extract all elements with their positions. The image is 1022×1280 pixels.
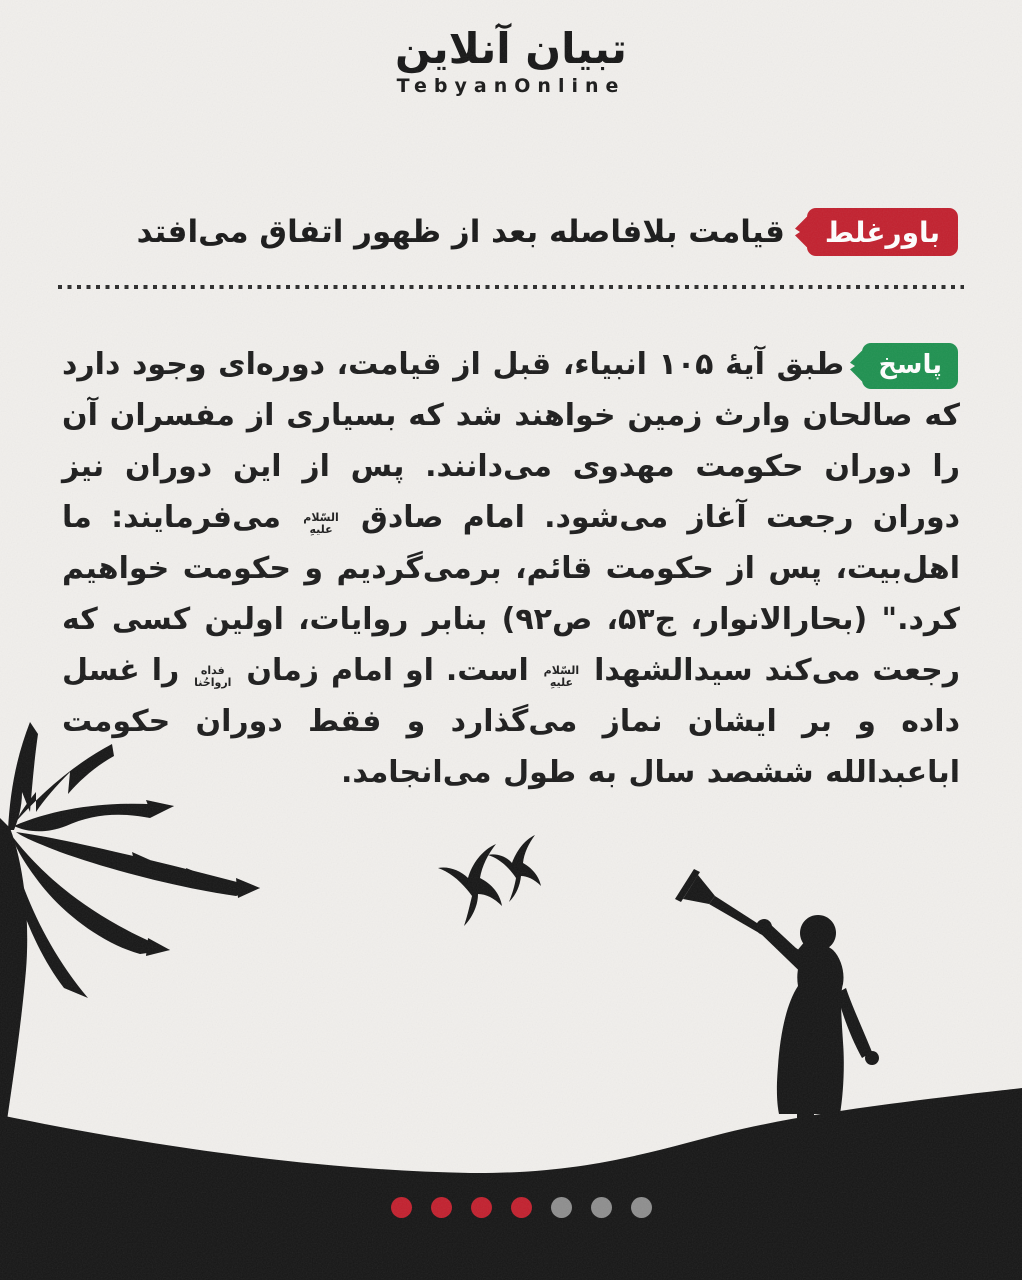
misconception-statement: قیامت بلافاصله بعد از ظهور اتفاق می‌افتد — [136, 214, 785, 250]
dotted-divider — [58, 285, 964, 289]
answer-text: پاسخطبق آیهٔ ۱۰۵ انبیاء، قبل از قیامت، دوره‌ای وجود دارد که صالحان وارث زمین خواهند شد که بسیاری از مفسران آن را دوران حکومت مهدوی می‌دانند. پس از این دوران نیز دوران رجعت آغاز می‌شود. امام صادق السّلام علیهِ می‌فرمایند: ما اهل‌بیت، پس از حکومت قائم، برمی‌گردیم و حکومت خواهیم کرد." (بحارالانوار، ج۵۳، ص۹۲) بنابر روایات، اولین کسی که رجعت می‌کند سیدالشهدا السّلام علیهِ است. او امام زمان فداه ارواحُنا را غسل داده و بر ایشان نماز می‌گذارد و فقط دوران حکومت اباعبدالله ششصد سال به طول می‌انجامد. — [62, 339, 960, 798]
honorific-mark: فداه ارواحُنا — [194, 664, 232, 689]
pagination-dot-active[interactable] — [511, 1197, 532, 1218]
honorific-mark: السّلام علیهِ — [303, 511, 339, 536]
pagination-dots — [391, 1197, 652, 1218]
trumpeter-icon — [675, 869, 879, 1124]
hill-ground — [0, 1088, 1022, 1280]
brand-logo — [0, 26, 1022, 97]
answer-badge: پاسخ — [862, 343, 958, 389]
honorific-mark: السّلام علیهِ — [543, 664, 580, 689]
misconception-badge: باورغلط — [807, 208, 958, 256]
pagination-dot-active[interactable] — [391, 1197, 412, 1218]
palm-tree-icon — [0, 722, 260, 1170]
brand-logo-farsi: تبیان آنلاین — [395, 24, 627, 73]
pagination-dot-inactive[interactable] — [631, 1197, 652, 1218]
pagination-dot-inactive[interactable] — [551, 1197, 572, 1218]
swallow-birds-icon — [438, 835, 541, 926]
misconception-row — [64, 208, 958, 256]
pagination-dot-active[interactable] — [471, 1197, 492, 1218]
pagination-dot-inactive[interactable] — [591, 1197, 612, 1218]
silhouette-scene — [0, 700, 1022, 1280]
brand-logo-latin: TebyanOnline — [396, 75, 626, 98]
pagination-dot-active[interactable] — [431, 1197, 452, 1218]
